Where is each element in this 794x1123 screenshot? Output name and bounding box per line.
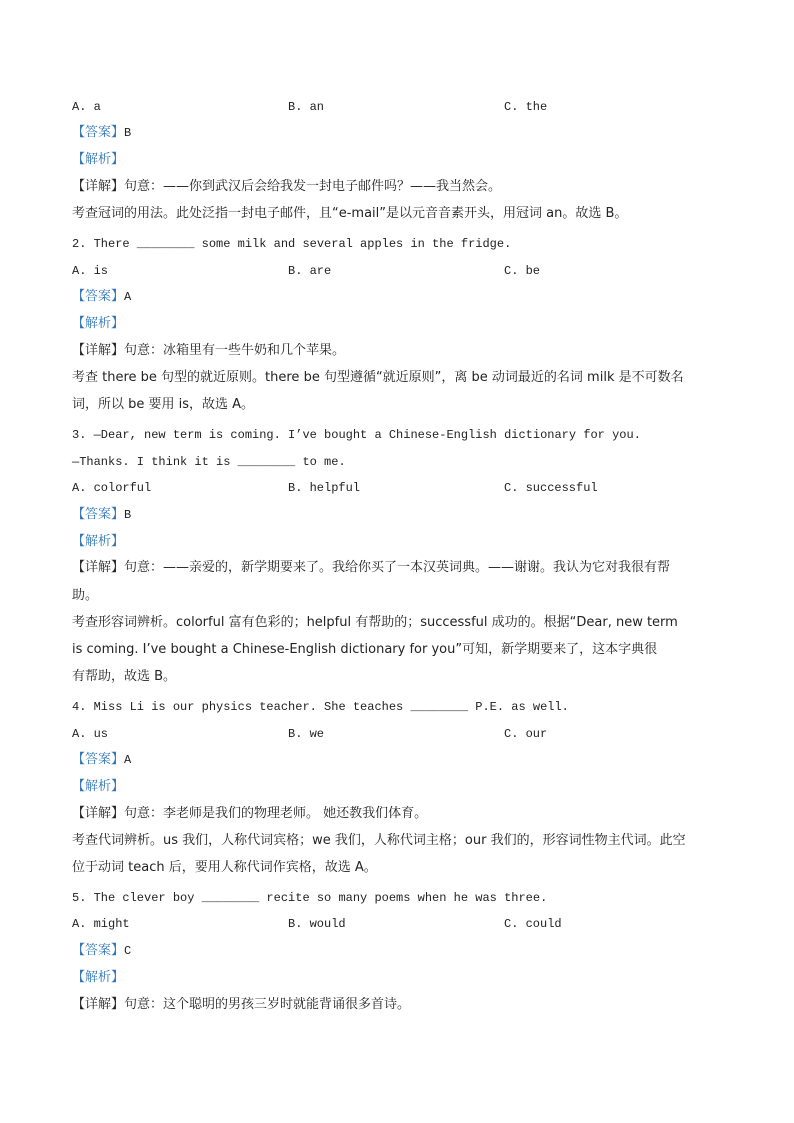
q4-detail-3: 位于动词 teach 后，要用人称代词作宾格，故选 A。 (72, 860, 377, 875)
q4-stem: 4. Miss Li is our physics teacher. She teaches ________ P.E. as well. (72, 700, 569, 714)
q4-detail-2: 考查代词辨析。us 我们，人称代词宾格；we 我们，人称代词主格；our 我们的，形容词性物主代词。此空 (72, 833, 686, 848)
q4-detail-1 (72, 806, 728, 822)
q3-detail-1 (72, 560, 728, 576)
q5-analysis-label (72, 969, 728, 986)
analysis-label: 【解析】 (72, 779, 125, 794)
q5-option-c: C. could (504, 917, 562, 931)
q5-answer (72, 942, 728, 959)
q3-detail-4: is coming. I’ve bought a Chinese-English dictionary for you”可知，新学期要来了，这本字典很 (72, 642, 658, 657)
q3-option-b: B. helpful (288, 481, 361, 495)
q1-analysis-label (72, 151, 728, 168)
q3-detail-5: 有帮助，故选 B。 (72, 669, 177, 684)
q2-option-c: C. be (504, 264, 541, 278)
q3-stem-1: 3. —Dear, new term is coming. I’ve bought a Chinese-English dictionary for you. (72, 428, 641, 442)
detail-text: 句意：李老师是我们的物理老师。 她还教我们体育。 (124, 806, 428, 821)
detail-text: 句意：——亲爱的，新学期要来了。我给你买了一本汉英词典。——谢谢。我认为它对我很有帮 (124, 560, 671, 575)
q2-answer (72, 288, 728, 305)
q1-option-c: C. the (504, 100, 548, 114)
q2-option-b: B. are (288, 264, 332, 278)
answer-value: B (124, 126, 132, 140)
q4-option-b: B. we (288, 727, 325, 741)
q3-detail-2: 助。 (72, 588, 99, 603)
analysis-label: 【解析】 (72, 534, 125, 549)
q4-option-a: A. us (72, 727, 109, 741)
answer-label: 【答案】 (72, 125, 125, 140)
analysis-label: 【解析】 (72, 970, 125, 985)
q5-stem: 5. The clever boy ________ recite so many poems when he was three. (72, 891, 548, 905)
detail-label: 【详解】 (72, 179, 125, 194)
q5-option-a: A. might (72, 917, 130, 931)
answer-value: A (124, 290, 132, 304)
answer-label: 【答案】 (72, 289, 125, 304)
detail-text: 句意：这个聪明的男孩三岁时就能背诵很多首诗。 (124, 997, 411, 1012)
answer-label: 【答案】 (72, 752, 125, 767)
answer-label: 【答案】 (72, 507, 125, 522)
q2-detail-2: 考查 there be 句型的就近原则。there be 句型遵循“就近原则”，离 be 动词最近的名词 milk 是不可数名 (72, 370, 684, 385)
q4-answer (72, 751, 728, 768)
detail-label: 【详解】 (72, 343, 125, 358)
q2-detail-1 (72, 343, 728, 359)
q3-answer (72, 506, 728, 523)
detail-label: 【详解】 (72, 806, 125, 821)
q3-analysis-label (72, 533, 728, 550)
analysis-label: 【解析】 (72, 316, 125, 331)
q2-detail-3: 词，所以 be 要用 is，故选 A。 (72, 397, 255, 412)
q4-analysis-label (72, 778, 728, 795)
q4-option-c: C. our (504, 727, 548, 741)
q2-option-a: A. is (72, 264, 109, 278)
detail-text: 句意：冰箱里有一些牛奶和几个苹果。 (124, 343, 346, 358)
q1-detail-2: 考查冠词的用法。此处泛指一封电子邮件，且“e-mail”是以元音音素开头，用冠词 an。故选 B。 (72, 206, 628, 221)
q3-stem-2: —Thanks. I think it is ________ to me. (72, 455, 346, 469)
detail-label: 【详解】 (72, 560, 125, 575)
q3-option-c: C. successful (504, 481, 598, 495)
q2-stem: 2. There ________ some milk and several apples in the fridge. (72, 237, 512, 251)
q1-option-a: A. a (72, 100, 101, 114)
detail-label: 【详解】 (72, 997, 125, 1012)
answer-value: B (124, 508, 132, 522)
q1-answer (72, 124, 728, 141)
q1-detail-1 (72, 179, 728, 195)
answer-value: C (124, 944, 132, 958)
q2-analysis-label (72, 315, 728, 332)
q3-detail-3: 考查形容词辨析。colorful 富有色彩的；helpful 有帮助的；successful 成功的。根据“Dear, new term (72, 615, 678, 630)
answer-value: A (124, 753, 132, 767)
q3-option-a: A. colorful (72, 481, 152, 495)
q1-option-b: B. an (288, 100, 325, 114)
answer-label: 【答案】 (72, 943, 125, 958)
q5-option-b: B. would (288, 917, 346, 931)
q5-detail-1 (72, 997, 728, 1013)
detail-text: 句意：——你到武汉后会给我发一封电子邮件吗？——我当然会。 (124, 179, 502, 194)
analysis-label: 【解析】 (72, 152, 125, 167)
